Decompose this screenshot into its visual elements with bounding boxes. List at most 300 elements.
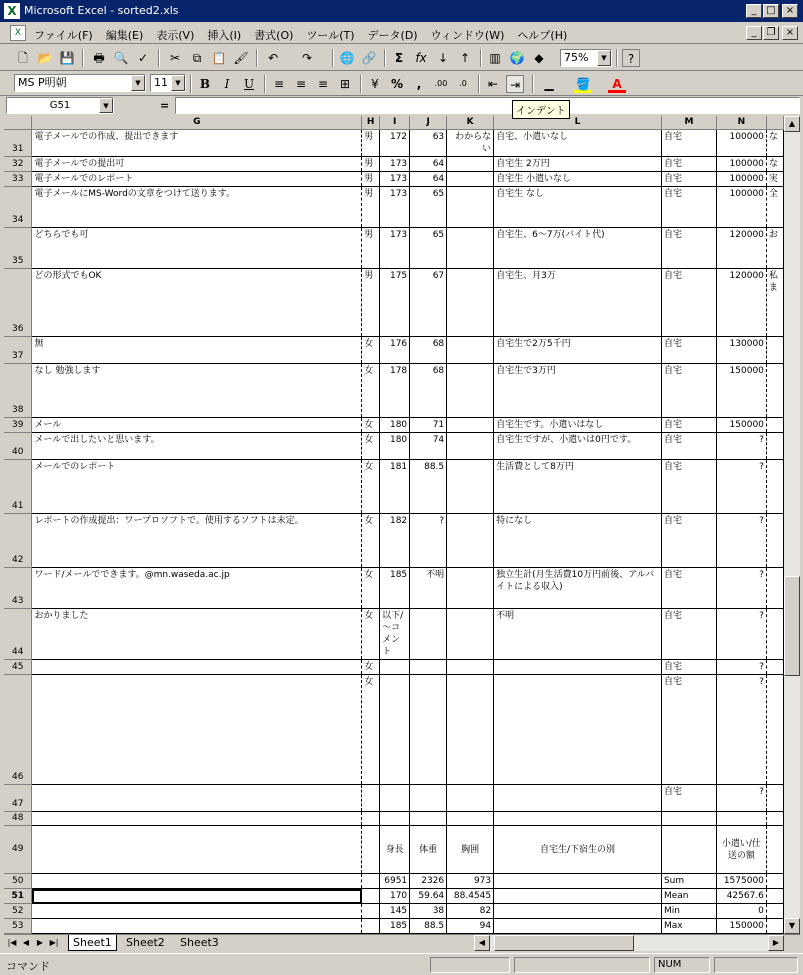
zoom-combo[interactable] bbox=[560, 49, 612, 67]
chevron-down-icon[interactable]: ▼ bbox=[99, 98, 113, 113]
cell-h-51[interactable] bbox=[362, 889, 380, 904]
redo-icon[interactable]: ↷ bbox=[301, 51, 313, 65]
doc-close-button[interactable]: × bbox=[782, 26, 798, 40]
help-icon[interactable]: ? bbox=[622, 49, 640, 67]
cell-j-36[interactable]: 67 bbox=[410, 269, 447, 337]
cell-o-36[interactable]: 私ま bbox=[766, 269, 783, 337]
row-header[interactable]: 35 bbox=[4, 228, 32, 269]
cell-l-48[interactable] bbox=[494, 812, 662, 826]
cell-n2-46[interactable]: ? bbox=[716, 675, 766, 785]
cell-i-34[interactable]: 173 bbox=[380, 187, 410, 228]
cell-i-31[interactable]: 172 bbox=[380, 130, 410, 157]
menu-insert[interactable]: 挿入(I) bbox=[207, 29, 242, 42]
cell-h-34[interactable]: 男 bbox=[362, 187, 380, 228]
scroll-left-icon[interactable]: ◀ bbox=[474, 935, 490, 951]
cell-o-47[interactable] bbox=[766, 785, 783, 812]
cell-i-52[interactable]: 145 bbox=[380, 904, 410, 919]
row-header[interactable]: 39 bbox=[4, 418, 32, 433]
tab-sheet1[interactable]: Sheet1 bbox=[68, 935, 117, 951]
cell-i-33[interactable]: 173 bbox=[380, 172, 410, 187]
cell-m-48[interactable] bbox=[661, 812, 716, 826]
cell-o-51[interactable] bbox=[766, 889, 783, 904]
scroll-right-icon[interactable]: ▶ bbox=[768, 935, 784, 951]
menu-tools[interactable]: ツール(T) bbox=[306, 29, 355, 42]
percent-icon[interactable]: % bbox=[390, 77, 404, 91]
cell-h-49[interactable] bbox=[362, 826, 380, 874]
document-icon[interactable]: X bbox=[10, 25, 26, 41]
cell-k-34[interactable] bbox=[447, 187, 494, 228]
cell-g-48[interactable] bbox=[32, 812, 362, 826]
cell-h-52[interactable] bbox=[362, 904, 380, 919]
open-icon[interactable]: 📂 bbox=[37, 51, 53, 65]
next-sheet-icon[interactable]: ▶ bbox=[36, 938, 44, 947]
cell-j-31[interactable]: 63 bbox=[410, 130, 447, 157]
cell-n2-43[interactable]: ? bbox=[716, 568, 766, 609]
cell-g-46[interactable] bbox=[32, 675, 362, 785]
align-left-icon[interactable]: ≡ bbox=[273, 77, 285, 91]
menu-file[interactable]: ファイル(F) bbox=[34, 29, 93, 42]
cell-i-51[interactable]: 170 bbox=[380, 889, 410, 904]
row-header[interactable]: 36 bbox=[4, 269, 32, 337]
cell-h-44[interactable]: 女 bbox=[362, 609, 380, 660]
row-header[interactable]: 47 bbox=[4, 785, 32, 812]
cell-m-41[interactable]: 自宅 bbox=[661, 460, 716, 514]
cell-g-50[interactable] bbox=[32, 874, 362, 889]
cell-o-35[interactable]: お bbox=[766, 228, 783, 269]
cell-i-50[interactable]: 6951 bbox=[380, 874, 410, 889]
map-icon[interactable]: 🌍 bbox=[509, 51, 525, 65]
cell-h-47[interactable] bbox=[362, 785, 380, 812]
cell-m-50[interactable]: Sum bbox=[661, 874, 716, 889]
cell-g-51[interactable] bbox=[32, 889, 362, 904]
row-header[interactable]: 34 bbox=[4, 187, 32, 228]
cell-g-41[interactable]: メールでのレポート bbox=[32, 460, 362, 514]
cell-o-40[interactable] bbox=[766, 433, 783, 460]
cell-l-38[interactable]: 自宅生で3万円 bbox=[494, 364, 662, 418]
cell-k-46[interactable] bbox=[447, 675, 494, 785]
cell-l-53[interactable] bbox=[494, 919, 662, 934]
cell-k-40[interactable] bbox=[447, 433, 494, 460]
cell-g-38[interactable]: なし 勉強します bbox=[32, 364, 362, 418]
cell-h-50[interactable] bbox=[362, 874, 380, 889]
decrease-indent-icon[interactable]: ⇤ bbox=[487, 77, 499, 91]
col-header-g[interactable]: G bbox=[32, 116, 362, 130]
cell-k-47[interactable] bbox=[447, 785, 494, 812]
align-center-icon[interactable]: ≡ bbox=[295, 77, 307, 91]
cell-n2-42[interactable]: ? bbox=[716, 514, 766, 568]
cell-o-46[interactable] bbox=[766, 675, 783, 785]
cell-l-34[interactable]: 自宅生 なし bbox=[494, 187, 662, 228]
cell-o-52[interactable] bbox=[766, 904, 783, 919]
cell-h-35[interactable]: 男 bbox=[362, 228, 380, 269]
cell-m-32[interactable]: 自宅 bbox=[661, 157, 716, 172]
cell-o-50[interactable] bbox=[766, 874, 783, 889]
cell-k-37[interactable] bbox=[447, 337, 494, 364]
cell-o-41[interactable] bbox=[766, 460, 783, 514]
cell-j-45[interactable] bbox=[410, 660, 447, 675]
doc-restore-button[interactable]: ❐ bbox=[763, 26, 779, 40]
horizontal-scroll-thumb[interactable] bbox=[494, 935, 634, 951]
cell-j-53[interactable]: 88.5 bbox=[410, 919, 447, 934]
merge-center-icon[interactable]: ⊞ bbox=[339, 77, 351, 91]
cell-j-48[interactable] bbox=[410, 812, 447, 826]
cell-i-42[interactable]: 182 bbox=[380, 514, 410, 568]
row-header[interactable]: 51 bbox=[4, 889, 32, 904]
col-header-m[interactable]: M bbox=[661, 116, 716, 130]
cell-o-48[interactable] bbox=[766, 812, 783, 826]
cell-j-51[interactable]: 59.64 bbox=[410, 889, 447, 904]
spreadsheet-grid[interactable] bbox=[4, 116, 784, 934]
cell-i-32[interactable]: 173 bbox=[380, 157, 410, 172]
cell-k-36[interactable] bbox=[447, 269, 494, 337]
menu-help[interactable]: ヘルプ(H) bbox=[517, 29, 568, 42]
cell-o-45[interactable] bbox=[766, 660, 783, 675]
prev-sheet-icon[interactable]: ◀ bbox=[22, 938, 30, 947]
new-icon[interactable]: 🗋 bbox=[18, 51, 28, 65]
cell-l-35[interactable]: 自宅生、6～7万(バイト代) bbox=[494, 228, 662, 269]
cell-m-44[interactable]: 自宅 bbox=[661, 609, 716, 660]
cell-l-43[interactable]: 独立生計(月生活費10万円前後、アルバイトによる収入) bbox=[494, 568, 662, 609]
cell-n2-45[interactable]: ? bbox=[716, 660, 766, 675]
cell-h-42[interactable]: 女 bbox=[362, 514, 380, 568]
cell-n2-40[interactable]: ? bbox=[716, 433, 766, 460]
cell-o-44[interactable] bbox=[766, 609, 783, 660]
cell-m-53[interactable]: Max bbox=[661, 919, 716, 934]
cell-i-49[interactable]: 身長 bbox=[380, 826, 410, 874]
cell-n2-44[interactable]: ? bbox=[716, 609, 766, 660]
last-sheet-icon[interactable]: ▶| bbox=[49, 938, 59, 947]
cell-o-39[interactable] bbox=[766, 418, 783, 433]
col-header-o[interactable] bbox=[766, 116, 783, 130]
row-header[interactable]: 50 bbox=[4, 874, 32, 889]
cell-m-47[interactable]: 自宅 bbox=[661, 785, 716, 812]
cell-n2-31[interactable]: 100000 bbox=[716, 130, 766, 157]
row-header[interactable]: 46 bbox=[4, 675, 32, 785]
fill-color-icon[interactable]: 🪣 bbox=[575, 77, 591, 91]
cell-l-41[interactable]: 生活費として8万円 bbox=[494, 460, 662, 514]
cell-k-33[interactable] bbox=[447, 172, 494, 187]
cell-j-39[interactable]: 71 bbox=[410, 418, 447, 433]
cell-k-52[interactable]: 82 bbox=[447, 904, 494, 919]
cell-m-39[interactable]: 自宅 bbox=[661, 418, 716, 433]
cell-j-44[interactable] bbox=[410, 609, 447, 660]
cell-h-33[interactable]: 男 bbox=[362, 172, 380, 187]
cell-m-42[interactable]: 自宅 bbox=[661, 514, 716, 568]
cell-m-33[interactable]: 自宅 bbox=[661, 172, 716, 187]
cell-l-45[interactable] bbox=[494, 660, 662, 675]
cut-icon[interactable]: ✂ bbox=[169, 51, 181, 65]
cell-j-38[interactable]: 68 bbox=[410, 364, 447, 418]
doc-minimize-button[interactable]: _ bbox=[746, 26, 762, 40]
cell-j-46[interactable] bbox=[410, 675, 447, 785]
row-header[interactable]: 38 bbox=[4, 364, 32, 418]
cell-m-35[interactable]: 自宅 bbox=[661, 228, 716, 269]
cell-o-33[interactable]: 実 bbox=[766, 172, 783, 187]
cell-n2-35[interactable]: 120000 bbox=[716, 228, 766, 269]
decrease-decimal-icon[interactable]: .0 bbox=[459, 79, 467, 88]
cell-l-44[interactable]: 不明 bbox=[494, 609, 662, 660]
currency-icon[interactable]: ¥ bbox=[371, 77, 379, 91]
menu-view[interactable]: 表示(V) bbox=[156, 29, 195, 42]
cell-l-42[interactable]: 特になし bbox=[494, 514, 662, 568]
cell-g-35[interactable]: どちらでも可 bbox=[32, 228, 362, 269]
cell-l-50[interactable] bbox=[494, 874, 662, 889]
minimize-button[interactable]: _ bbox=[746, 4, 762, 18]
select-all-corner[interactable] bbox=[4, 116, 32, 130]
cell-h-41[interactable]: 女 bbox=[362, 460, 380, 514]
cell-n2-36[interactable]: 120000 bbox=[716, 269, 766, 337]
cell-j-37[interactable]: 68 bbox=[410, 337, 447, 364]
comma-icon[interactable]: , bbox=[416, 77, 422, 91]
font-combo[interactable] bbox=[14, 74, 146, 92]
cell-g-31[interactable]: 電子メールでの作成、提出できます bbox=[32, 130, 362, 157]
cell-n2-47[interactable]: ? bbox=[716, 785, 766, 812]
cell-h-32[interactable]: 男 bbox=[362, 157, 380, 172]
cell-m-46[interactable]: 自宅 bbox=[661, 675, 716, 785]
equals-icon[interactable]: = bbox=[160, 99, 170, 112]
cell-l-39[interactable]: 自宅生です。小遣いはなし bbox=[494, 418, 662, 433]
menu-window[interactable]: ウィンドウ(W) bbox=[430, 29, 505, 42]
borders-icon[interactable]: ▁ bbox=[544, 77, 554, 91]
cell-k-38[interactable] bbox=[447, 364, 494, 418]
name-box[interactable] bbox=[6, 97, 114, 114]
cell-i-37[interactable]: 176 bbox=[380, 337, 410, 364]
cell-k-32[interactable] bbox=[447, 157, 494, 172]
row-header[interactable]: 48 bbox=[4, 812, 32, 826]
cell-k-45[interactable] bbox=[447, 660, 494, 675]
cell-l-49[interactable]: 自宅生/下宿生の別 bbox=[494, 826, 662, 874]
cell-m-34[interactable]: 自宅 bbox=[661, 187, 716, 228]
close-button[interactable]: × bbox=[782, 4, 798, 18]
row-header[interactable]: 52 bbox=[4, 904, 32, 919]
cell-k-35[interactable] bbox=[447, 228, 494, 269]
cell-g-32[interactable]: 電子メールでの提出可 bbox=[32, 157, 362, 172]
col-header-h[interactable]: H bbox=[362, 116, 380, 130]
cell-k-48[interactable] bbox=[447, 812, 494, 826]
cell-g-53[interactable] bbox=[32, 919, 362, 934]
cell-m-31[interactable]: 自宅 bbox=[661, 130, 716, 157]
cell-g-45[interactable] bbox=[32, 660, 362, 675]
cell-m-52[interactable]: Min bbox=[661, 904, 716, 919]
maximize-button[interactable]: □ bbox=[763, 4, 779, 18]
cell-k-53[interactable]: 94 bbox=[447, 919, 494, 934]
cell-o-34[interactable]: 全 bbox=[766, 187, 783, 228]
cell-l-47[interactable] bbox=[494, 785, 662, 812]
cell-n2-41[interactable]: ? bbox=[716, 460, 766, 514]
cell-j-52[interactable]: 38 bbox=[410, 904, 447, 919]
cell-h-39[interactable]: 女 bbox=[362, 418, 380, 433]
increase-decimal-icon[interactable]: .00 bbox=[434, 79, 448, 88]
cell-i-43[interactable]: 185 bbox=[380, 568, 410, 609]
cell-m-36[interactable]: 自宅 bbox=[661, 269, 716, 337]
vertical-scrollbar[interactable] bbox=[784, 116, 800, 934]
font-color-icon[interactable]: A bbox=[608, 75, 626, 93]
hyperlink-icon[interactable]: 🔗 bbox=[361, 51, 377, 65]
row-header[interactable]: 45 bbox=[4, 660, 32, 675]
cell-i-41[interactable]: 181 bbox=[380, 460, 410, 514]
cell-m-51[interactable]: Mean bbox=[661, 889, 716, 904]
paste-icon[interactable]: 📋 bbox=[211, 51, 227, 65]
save-icon[interactable]: 💾 bbox=[59, 51, 75, 65]
cell-j-50[interactable]: 2326 bbox=[410, 874, 447, 889]
row-header[interactable]: 43 bbox=[4, 568, 32, 609]
cell-h-31[interactable]: 男 bbox=[362, 130, 380, 157]
cell-j-47[interactable] bbox=[410, 785, 447, 812]
cell-h-36[interactable]: 男 bbox=[362, 269, 380, 337]
sort-desc-icon[interactable]: ↑ bbox=[459, 51, 471, 65]
horizontal-scrollbar[interactable] bbox=[474, 935, 784, 951]
cell-k-31[interactable]: わからない bbox=[447, 130, 494, 157]
cell-i-47[interactable] bbox=[380, 785, 410, 812]
cell-n2-51[interactable]: 42567.6 bbox=[716, 889, 766, 904]
cell-j-32[interactable]: 64 bbox=[410, 157, 447, 172]
cell-m-45[interactable]: 自宅 bbox=[661, 660, 716, 675]
cell-o-42[interactable] bbox=[766, 514, 783, 568]
row-header[interactable]: 42 bbox=[4, 514, 32, 568]
cell-j-34[interactable]: 65 bbox=[410, 187, 447, 228]
cell-j-42[interactable]: ? bbox=[410, 514, 447, 568]
cell-n2-50[interactable]: 1575000 bbox=[716, 874, 766, 889]
cell-g-42[interactable]: レポートの作成提出：ワープロソフトで。使用するソフトは未定。 bbox=[32, 514, 362, 568]
undo-icon[interactable]: ↶ bbox=[267, 51, 279, 65]
cell-g-44[interactable]: おかりました bbox=[32, 609, 362, 660]
cell-g-33[interactable]: 電子メールでのレポート bbox=[32, 172, 362, 187]
cell-i-36[interactable]: 175 bbox=[380, 269, 410, 337]
row-header[interactable]: 37 bbox=[4, 337, 32, 364]
cell-k-42[interactable] bbox=[447, 514, 494, 568]
cell-g-37[interactable]: 無 bbox=[32, 337, 362, 364]
cell-i-45[interactable] bbox=[380, 660, 410, 675]
cell-i-39[interactable]: 180 bbox=[380, 418, 410, 433]
cell-k-50[interactable]: 973 bbox=[447, 874, 494, 889]
cell-g-34[interactable]: 電子メールにMS-Wordの文章をつけて送ります。 bbox=[32, 187, 362, 228]
cell-k-44[interactable] bbox=[447, 609, 494, 660]
cell-m-43[interactable]: 自宅 bbox=[661, 568, 716, 609]
row-header[interactable]: 40 bbox=[4, 433, 32, 460]
col-header-n[interactable]: N bbox=[716, 116, 766, 130]
cell-n2-39[interactable]: 150000 bbox=[716, 418, 766, 433]
underline-icon[interactable]: U bbox=[243, 77, 255, 91]
cell-o-49[interactable] bbox=[766, 826, 783, 874]
cell-o-38[interactable] bbox=[766, 364, 783, 418]
chevron-down-icon[interactable]: ▼ bbox=[171, 75, 185, 91]
cell-i-44[interactable]: 以下/～コメント bbox=[380, 609, 410, 660]
row-header[interactable]: 32 bbox=[4, 157, 32, 172]
drawing-icon[interactable]: ◆ bbox=[534, 51, 544, 65]
scroll-down-icon[interactable]: ▼ bbox=[784, 918, 800, 934]
font-size-combo[interactable] bbox=[150, 74, 186, 92]
cell-h-43[interactable]: 女 bbox=[362, 568, 380, 609]
cell-i-40[interactable]: 180 bbox=[380, 433, 410, 460]
cell-h-40[interactable]: 女 bbox=[362, 433, 380, 460]
cell-g-47[interactable] bbox=[32, 785, 362, 812]
cell-h-46[interactable]: 女 bbox=[362, 675, 380, 785]
tab-sheet2[interactable]: Sheet2 bbox=[126, 936, 165, 949]
col-header-k[interactable]: K bbox=[447, 116, 494, 130]
cell-g-43[interactable]: ワード/メールでできます。@mn.waseda.ac.jp bbox=[32, 568, 362, 609]
format-painter-icon[interactable]: 🖌 bbox=[233, 51, 249, 65]
cell-h-53[interactable] bbox=[362, 919, 380, 934]
cell-j-49[interactable]: 体重 bbox=[410, 826, 447, 874]
cell-i-46[interactable] bbox=[380, 675, 410, 785]
tab-sheet3[interactable]: Sheet3 bbox=[180, 936, 219, 949]
cell-k-41[interactable] bbox=[447, 460, 494, 514]
cell-l-40[interactable]: 自宅生ですが、小遣いは0円です。 bbox=[494, 433, 662, 460]
cell-n2-32[interactable]: 100000 bbox=[716, 157, 766, 172]
cell-g-52[interactable] bbox=[32, 904, 362, 919]
bold-icon[interactable]: B bbox=[199, 77, 211, 91]
cell-n2-49[interactable]: 小遣い/仕送の額 bbox=[716, 826, 766, 874]
autosum-icon[interactable]: Σ bbox=[394, 51, 404, 65]
cell-j-35[interactable]: 65 bbox=[410, 228, 447, 269]
spelling-icon[interactable]: ✓ bbox=[137, 51, 149, 65]
cell-g-49[interactable] bbox=[32, 826, 362, 874]
scroll-up-icon[interactable]: ▲ bbox=[784, 116, 800, 132]
cell-h-45[interactable]: 女 bbox=[362, 660, 380, 675]
cell-l-36[interactable]: 自宅生、月3万 bbox=[494, 269, 662, 337]
print-icon[interactable]: 🖶 bbox=[93, 51, 105, 65]
function-icon[interactable]: fx bbox=[415, 51, 427, 65]
cell-o-43[interactable] bbox=[766, 568, 783, 609]
row-header[interactable]: 44 bbox=[4, 609, 32, 660]
cell-m-37[interactable]: 自宅 bbox=[661, 337, 716, 364]
print-preview-icon[interactable]: 🔍 bbox=[113, 51, 129, 65]
sort-asc-icon[interactable]: ↓ bbox=[437, 51, 449, 65]
chevron-down-icon[interactable]: ▼ bbox=[131, 75, 145, 91]
col-header-j[interactable]: J bbox=[410, 116, 447, 130]
col-header-i[interactable]: I bbox=[380, 116, 410, 130]
cell-h-48[interactable] bbox=[362, 812, 380, 826]
cell-l-52[interactable] bbox=[494, 904, 662, 919]
cell-j-33[interactable]: 64 bbox=[410, 172, 447, 187]
cell-k-51[interactable]: 88.4545 bbox=[447, 889, 494, 904]
cell-n2-33[interactable]: 100000 bbox=[716, 172, 766, 187]
cell-h-37[interactable]: 女 bbox=[362, 337, 380, 364]
cell-k-39[interactable] bbox=[447, 418, 494, 433]
cell-m-40[interactable]: 自宅 bbox=[661, 433, 716, 460]
cell-k-43[interactable] bbox=[447, 568, 494, 609]
cell-h-38[interactable]: 女 bbox=[362, 364, 380, 418]
copy-icon[interactable]: ⧉ bbox=[192, 51, 202, 65]
cell-l-32[interactable]: 自宅生 2万円 bbox=[494, 157, 662, 172]
cell-g-36[interactable]: どの形式でもOK bbox=[32, 269, 362, 337]
cell-n2-48[interactable] bbox=[716, 812, 766, 826]
cell-i-38[interactable]: 178 bbox=[380, 364, 410, 418]
cell-n2-37[interactable]: 130000 bbox=[716, 337, 766, 364]
align-right-icon[interactable]: ≡ bbox=[317, 77, 329, 91]
menu-format[interactable]: 書式(O) bbox=[254, 29, 294, 42]
web-icon[interactable]: 🌐 bbox=[339, 51, 355, 65]
row-header[interactable]: 31 bbox=[4, 130, 32, 157]
cell-l-37[interactable]: 自宅生で2万5千円 bbox=[494, 337, 662, 364]
cell-m-49[interactable] bbox=[661, 826, 716, 874]
cell-g-40[interactable]: メールで出したいと思います。 bbox=[32, 433, 362, 460]
row-header[interactable]: 33 bbox=[4, 172, 32, 187]
cell-j-41[interactable]: 88.5 bbox=[410, 460, 447, 514]
cell-k-49[interactable]: 胸囲 bbox=[447, 826, 494, 874]
cell-i-48[interactable] bbox=[380, 812, 410, 826]
cell-n2-53[interactable]: 150000 bbox=[716, 919, 766, 934]
col-header-l[interactable]: L bbox=[494, 116, 662, 130]
vertical-scroll-thumb[interactable] bbox=[784, 576, 800, 676]
menu-edit[interactable]: 編集(E) bbox=[105, 29, 144, 42]
cell-l-46[interactable] bbox=[494, 675, 662, 785]
cell-m-38[interactable]: 自宅 bbox=[661, 364, 716, 418]
increase-indent-icon[interactable]: ⇥ bbox=[506, 75, 524, 93]
chart-wizard-icon[interactable]: ▥ bbox=[489, 51, 501, 65]
row-header[interactable]: 53 bbox=[4, 919, 32, 934]
cell-o-37[interactable] bbox=[766, 337, 783, 364]
